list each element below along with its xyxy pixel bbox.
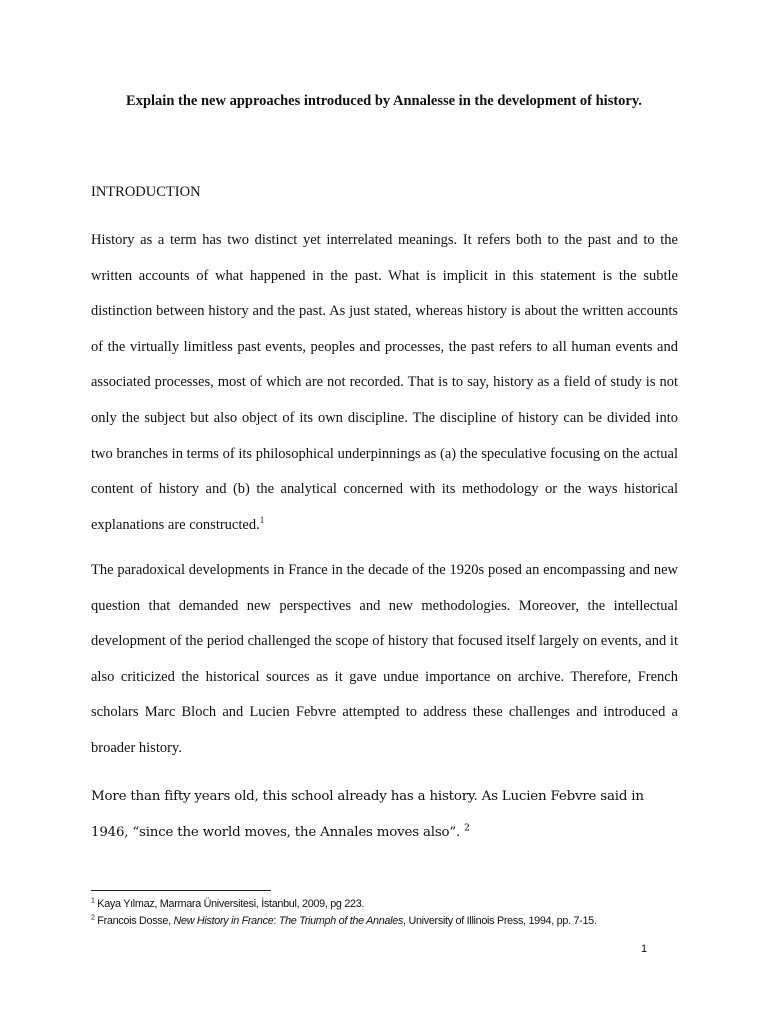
footnote-2-text-after: , University of Illinois Press, 1994, pp. 7-15. [403, 915, 597, 927]
footnote-1-number: 1 [91, 897, 95, 905]
footnote-1-text: Kaya Yılmaz, Marmara Üniversitesi, İstanbul, 2009, pg 223. [94, 898, 365, 910]
footnote-ref-1: 1 [259, 514, 265, 525]
footnotes [91, 896, 691, 930]
footnote-2-number: 2 [91, 914, 95, 922]
footnote-2 [91, 913, 691, 930]
paragraph-3-text: More than fifty years old, this school already has a history. As Lucien Febvre said in 1946, “since the world moves, the Annales moves also”. [91, 789, 644, 840]
page-number: 1 [641, 943, 648, 955]
paragraph-1-text: History as a term has two distinct yet interrelated meanings. It refers both to the past and to the written accounts of what happened in the past. What is implicit in this statement is the subtle distinction between history and the past. As just stated, whereas history is about the written accounts of the virtually limitless past events, peoples and processes, the past refers to all human events and associated processes, most of which are not recorded. That is to say, history as a field of study is not only the subject but also object of its own discipline. The discipline of history can be divided into two branches in terms of its philosophical underpinnings as (a) the speculative focusing on the actual content of history and (b) the analytical concerned with its methodology or the ways historical explanations are constructed. [91, 232, 678, 533]
footnote-2-text-before: Francois Dosse, [94, 915, 174, 927]
document-title: Explain the new approaches introduced by Annalesse in the development of history. [126, 93, 642, 109]
paragraph-1 [91, 223, 678, 543]
footnote-separator [91, 890, 271, 891]
footnote-ref-2: 2 [464, 823, 470, 834]
footnote-2-text-middle: : [273, 915, 279, 927]
paragraph-3 [91, 779, 678, 850]
footnote-2-book-title: New History in France [173, 915, 274, 927]
footnote-2-book-subtitle: The Triumph of the Annales [278, 915, 404, 927]
footnote-1 [91, 896, 691, 913]
paragraph-2-text: The paradoxical developments in France in the decade of the 1920s posed an encompassing and new question that demanded new perspectives and new methodologies. Moreover, the intellectual development of the period challenged the scope of history that focused itself largely on events, and it also criticized the historical sources as it gave undue importance on archive. Therefore, French scholars Marc Bloch and Lucien Febvre attempted to address these challenges and introduced a broader history. [91, 562, 678, 756]
paragraph-2 [91, 553, 678, 767]
section-heading-introduction: INTRODUCTION [91, 184, 201, 200]
